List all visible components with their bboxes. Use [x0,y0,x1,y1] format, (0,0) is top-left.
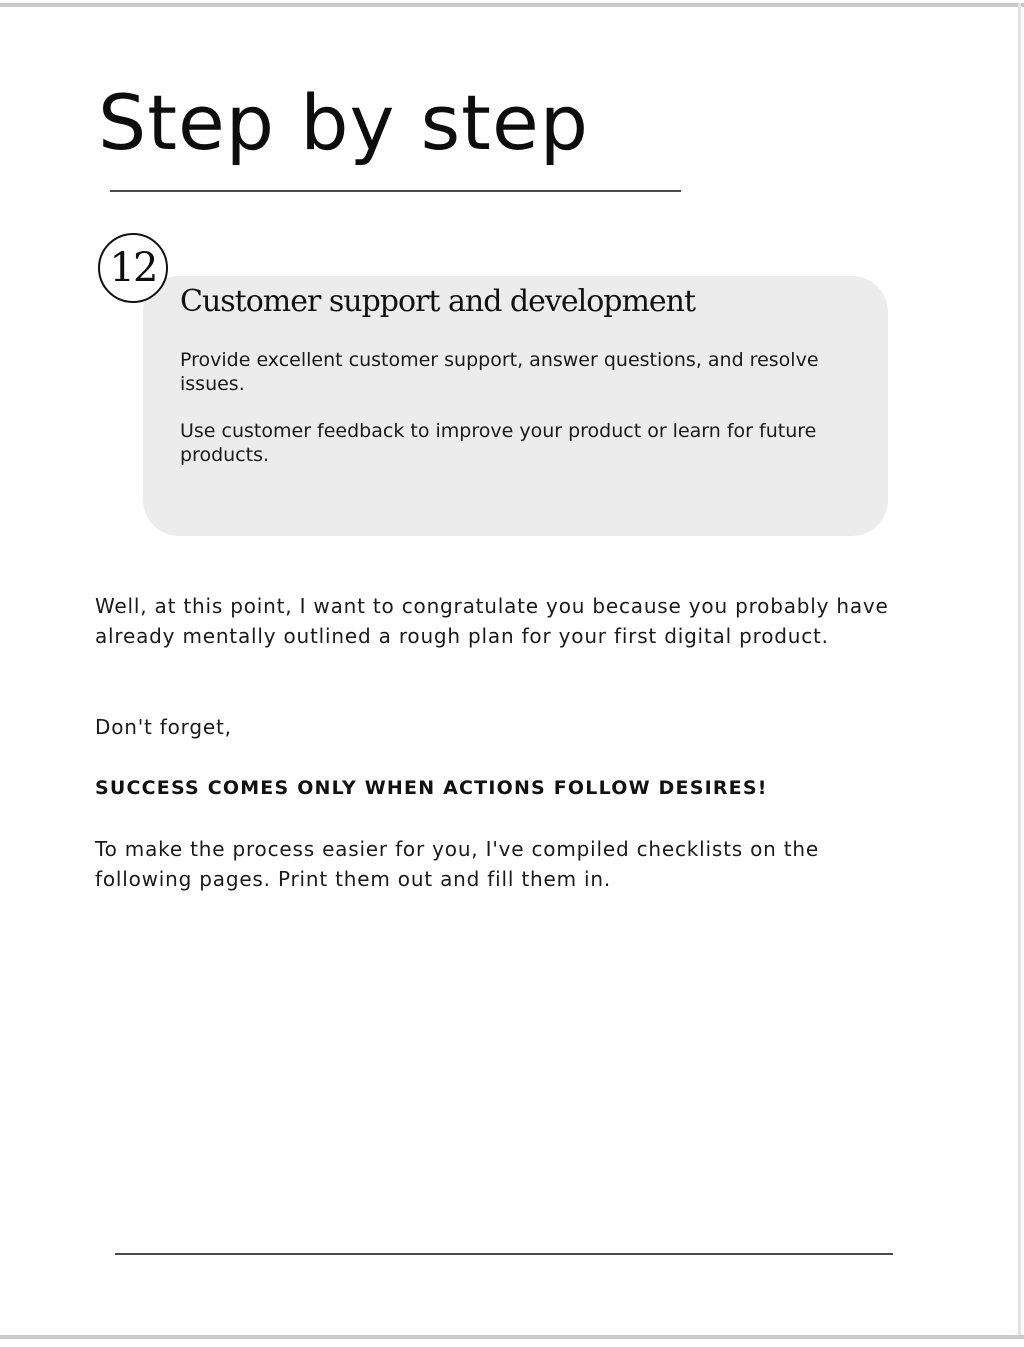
title-divider [110,190,681,192]
page-frame-bottom [0,1335,1024,1339]
emphasis-statement: SUCCESS COMES ONLY WHEN ACTIONS FOLLOW DESIRES! [95,777,768,799]
footer-divider [115,1253,893,1255]
body-paragraph: To make the process easier for you, I've compiled checklists on the following pages. Print them out and fill them in. [95,837,819,891]
step-paragraph: Provide excellent customer support, answer questions, and resolve issues. [180,349,819,395]
step-paragraph: Use customer feedback to improve your product or learn for future products. [180,420,817,466]
step-heading: Customer support and development [180,284,696,319]
page-frame-right [1018,3,1021,1339]
step-number-badge [98,233,168,303]
page-frame-top [0,3,1024,7]
step-number: 12 [109,245,157,291]
page-title: Step by step [98,78,589,167]
body-paragraph: Well, at this point, I want to congratulate you because you probably have already mentally outlined a rough plan for your first digital product. [95,594,889,648]
body-paragraph: Don't forget, [95,715,232,739]
